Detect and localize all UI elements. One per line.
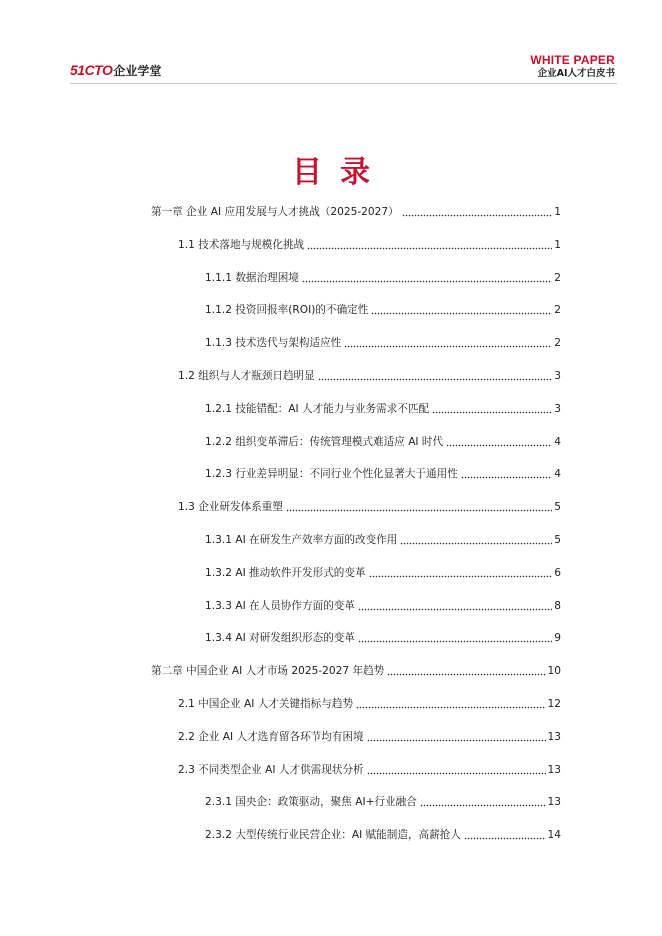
toc-entry-label: 2.3 不同类型企业 AI 人才供需现状分析: [178, 763, 364, 776]
toc-entry-page: 13: [547, 763, 561, 776]
toc-entry-page: 2: [554, 337, 561, 350]
toc-entry[interactable]: [205, 333, 561, 351]
toc-dot-leader: [307, 238, 552, 250]
toc-entry-page: 6: [554, 566, 561, 579]
toc-entry-label: 第一章 企业 AI 应用发展与人才挑战（2025-2027）: [151, 206, 399, 218]
toc-entry-label: 1.1.1 数据治理困境: [205, 271, 299, 284]
toc-entry[interactable]: [178, 760, 561, 778]
toc-dot-leader: [371, 303, 552, 315]
page-title: 目录: [292, 155, 388, 191]
toc-entry-label: 2.3.1 国央企：政策驱动，聚焦 AI+行业融合: [205, 796, 417, 809]
logo: [70, 62, 161, 79]
toc-entry[interactable]: [178, 497, 561, 515]
white-paper-en: WHITE PAPER: [530, 53, 615, 67]
toc-entry[interactable]: [205, 432, 561, 450]
toc-dot-leader: [358, 631, 552, 643]
toc-entry-label: 1.1.2 投资回报率(ROI)的不确定性: [205, 304, 369, 317]
toc-entry[interactable]: [178, 727, 561, 745]
toc-entry[interactable]: [205, 792, 561, 810]
toc-entry[interactable]: [205, 596, 561, 614]
toc-dot-leader: [420, 795, 546, 807]
toc-entry-label: 2.1 中国企业 AI 人才关键指标与趋势: [178, 698, 354, 710]
toc-dot-leader: [402, 205, 553, 217]
toc-dot-leader: [302, 271, 552, 283]
toc-entry-page: 1: [554, 206, 561, 218]
logo-name: 企业学堂: [113, 64, 162, 78]
toc-entry-page: 8: [554, 599, 561, 612]
toc-entry-page: 14: [547, 829, 561, 842]
toc-entry-label: 1.3.2 AI 推动软件开发形式的变革: [205, 566, 366, 579]
toc-entry[interactable]: [205, 268, 561, 286]
toc-entry[interactable]: [178, 694, 561, 712]
toc-entry-label: 1.3 企业研发体系重塑: [178, 501, 283, 514]
toc-dot-leader: [318, 369, 553, 381]
toc-entry[interactable]: [205, 628, 561, 646]
toc-dot-leader: [344, 336, 552, 348]
toc-dot-leader: [400, 533, 552, 545]
toc-entry-label: 1.3.4 AI 对研发组织形态的变革: [205, 632, 355, 645]
header-divider: [70, 83, 617, 84]
toc-entry-page: 5: [554, 501, 561, 514]
toc-dot-leader: [464, 828, 546, 840]
toc-entry-label: 1.3.3 AI 在人员协作方面的变革: [205, 599, 355, 612]
toc-dot-leader: [387, 664, 545, 676]
toc-entry-page: 4: [554, 468, 561, 481]
toc-entry-page: 3: [554, 370, 561, 382]
toc-entry-label: 1.1.3 技术迭代与架构适应性: [205, 337, 342, 350]
page-header: [70, 52, 617, 86]
toc-entry-label: 2.3.2 大型传统行业民营企业：AI 赋能制造，高薪抢人: [205, 829, 461, 842]
toc-entry[interactable]: [205, 825, 561, 843]
toc-entry-label: 第二章 中国企业 AI 人才市场 2025-2027 年趋势: [151, 665, 385, 678]
logo-mark: 51CTO: [70, 62, 113, 78]
toc-dot-leader: [358, 599, 552, 611]
toc-entry-label: 1.1 技术落地与规模化挑战: [178, 238, 305, 251]
toc-dot-leader: [461, 467, 552, 479]
toc-entry-label: 1.2.2 组织变革滞后：传统管理模式难适应 AI 时代: [205, 435, 444, 448]
toc-entry[interactable]: [205, 399, 561, 417]
toc-entry[interactable]: [205, 300, 561, 318]
toc-dot-leader: [369, 566, 553, 578]
toc-entry[interactable]: [178, 366, 561, 384]
toc-entry[interactable]: [205, 563, 561, 581]
toc-entry-label: 1.2.3 行业差异明显：不同行业个性化显著大于通用性: [205, 468, 458, 481]
toc-entry-page: 2: [554, 304, 561, 317]
toc-entry-page: 9: [554, 632, 561, 645]
toc-entry[interactable]: [205, 530, 561, 548]
white-paper-cn: 企业AI人才白皮书: [537, 68, 615, 79]
toc-entry-page: 13: [547, 730, 561, 743]
toc-entry-page: 4: [554, 435, 561, 448]
toc-entry[interactable]: [205, 464, 561, 482]
toc-entry-page: 5: [554, 534, 561, 546]
toc-entry-page: 12: [547, 698, 561, 710]
toc-dot-leader: [446, 435, 552, 447]
toc-dot-leader: [356, 697, 545, 709]
toc-dot-leader: [367, 763, 546, 775]
toc-entry[interactable]: [151, 202, 561, 220]
toc-entry-page: 10: [547, 665, 561, 678]
toc-entry-label: 2.2 企业 AI 人才选育留各环节均有困境: [178, 730, 364, 743]
toc-entry-page: 13: [547, 796, 561, 809]
toc-entry-label: 1.2.1 技能错配：AI 人才能力与业务需求不匹配: [205, 402, 430, 415]
toc-entry-page: 3: [554, 402, 561, 415]
toc-entry[interactable]: [151, 661, 561, 679]
toc-entry-label: 1.2 组织与人才瓶颈日趋明显: [178, 370, 315, 382]
toc-entry-page: 2: [554, 271, 561, 284]
toc-entry-label: 1.3.1 AI 在研发生产效率方面的改变作用: [205, 534, 398, 546]
white-paper-label: [530, 54, 615, 80]
toc-entry-page: 1: [554, 238, 561, 251]
toc-dot-leader: [286, 500, 552, 512]
toc-entry[interactable]: [178, 235, 561, 253]
toc-dot-leader: [367, 730, 546, 742]
toc-dot-leader: [432, 402, 552, 414]
